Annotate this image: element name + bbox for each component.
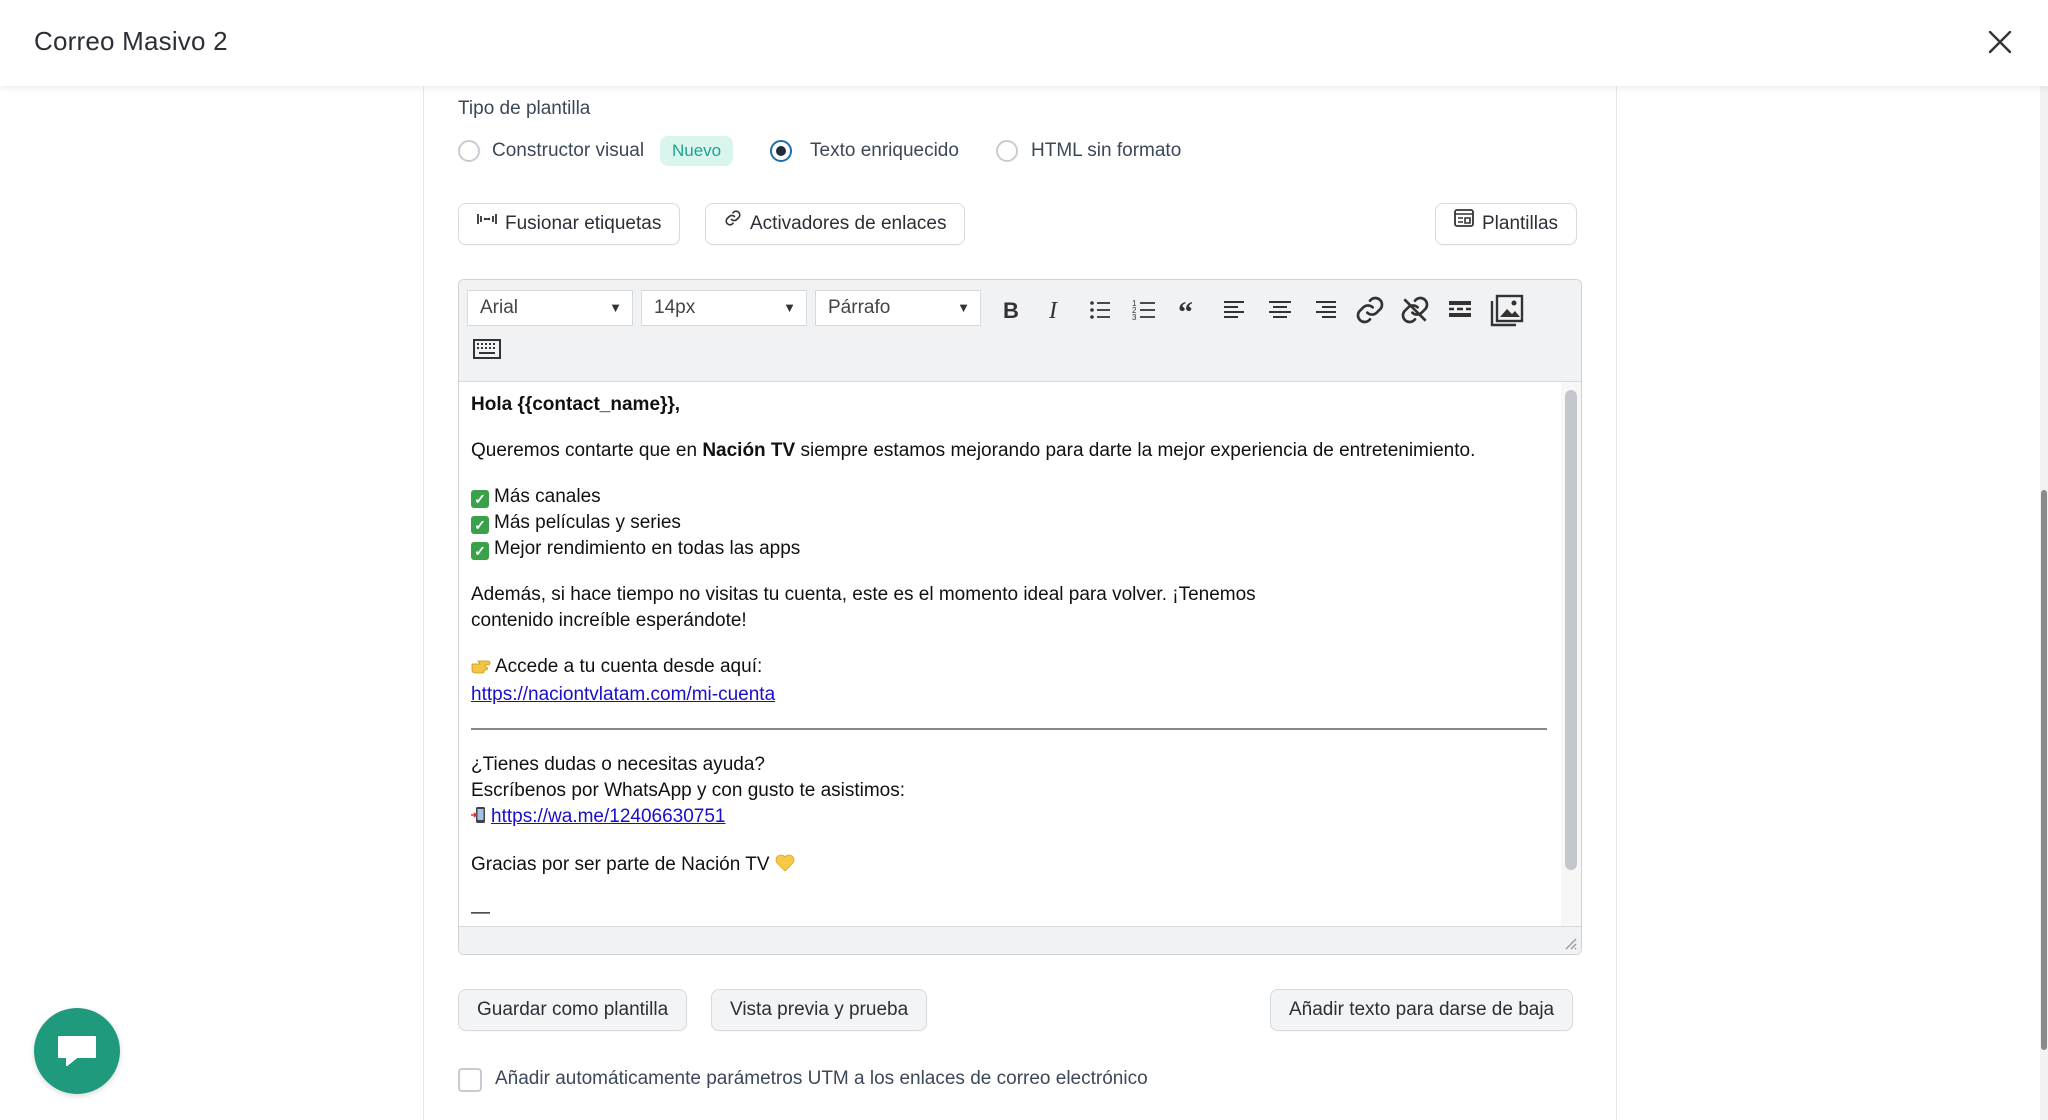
yellow-heart-icon [775, 854, 795, 880]
utm-label: Añadir automáticamente parámetros UTM a los enlaces de correo electrónico [495, 1068, 1148, 1089]
radio-rich-text-label[interactable]: Texto enriquecido [810, 140, 959, 161]
access-paragraph [471, 654, 1547, 708]
thanks-paragraph [471, 852, 1547, 880]
templates-label: Plantillas [1482, 213, 1559, 234]
svg-text:2: 2 [1132, 306, 1137, 315]
link-icon [724, 202, 742, 242]
modal-header [0, 0, 2048, 86]
block-format-select[interactable] [815, 290, 981, 326]
templates-icon [1454, 202, 1474, 242]
brand-name: Nación TV [702, 440, 796, 461]
insert-link-icon[interactable] [1354, 294, 1386, 326]
check-icon: ✓ [471, 516, 489, 534]
intro-text-end: siempre estamos mejorando para darte la mejor experiencia de entretenimiento. [795, 440, 1476, 461]
keyboard-icon[interactable] [473, 336, 505, 368]
unlink-icon[interactable] [1399, 294, 1431, 326]
font-size-select[interactable] [641, 290, 807, 326]
svg-text:I: I [1049, 298, 1057, 324]
merge-tags-label: Fusionar etiquetas [505, 213, 662, 234]
mobile-phone-icon [471, 806, 487, 832]
templates-button[interactable] [1435, 203, 1577, 245]
help-paragraph [471, 752, 1547, 832]
chat-launcher-button[interactable] [34, 1008, 120, 1094]
chevron-down-icon: ▼ [957, 300, 970, 315]
account-link[interactable]: https://naciontvlatam.com/mi-cuenta [471, 684, 776, 705]
close-icon[interactable] [1984, 26, 2016, 58]
reengage-paragraph: Además, si hace tiempo no visitas tu cuenta, este es el momento ideal para volver. ¡Tenemos contenido increíble esperándote! [471, 584, 1256, 631]
closing-dash: — [471, 902, 490, 923]
align-center-icon[interactable] [1264, 294, 1296, 326]
font-size-value: 14px [654, 297, 696, 318]
merge-tags-button[interactable] [458, 203, 680, 245]
radio-plain-html-label[interactable]: HTML sin formato [1031, 140, 1182, 161]
check-item: ✓ Más películas y series [471, 512, 681, 533]
intro-paragraph [471, 438, 1547, 464]
editor-content[interactable] [459, 382, 1559, 926]
bullet-list-icon[interactable] [1084, 294, 1116, 326]
radio-visual-builder[interactable] [458, 140, 480, 162]
pointing-hand-icon [471, 656, 491, 682]
utm-checkbox[interactable] [458, 1068, 482, 1092]
align-left-icon[interactable] [1219, 294, 1251, 326]
bullet-block [471, 484, 1547, 562]
divider [471, 728, 1547, 730]
intro-text: Queremos contarte que en [471, 440, 703, 461]
merge-tags-icon [477, 202, 497, 242]
link-triggers-label: Activadores de enlaces [750, 213, 947, 234]
radio-visual-builder-label[interactable]: Constructor visual [492, 140, 645, 161]
help-question: ¿Tienes dudas o necesitas ayuda? [471, 754, 765, 775]
resize-handle-icon[interactable] [1563, 936, 1577, 950]
font-family-select[interactable] [467, 290, 633, 326]
check-icon: ✓ [471, 542, 489, 560]
svg-text:3: 3 [1132, 313, 1137, 322]
add-unsubscribe-text-button[interactable]: Añadir texto para darse de baja [1270, 989, 1573, 1031]
svg-text:1: 1 [1132, 299, 1137, 308]
radio-rich-text[interactable] [770, 140, 792, 162]
horizontal-rule-icon[interactable] [1444, 294, 1476, 326]
access-text: Accede a tu cuenta desde aquí: [495, 656, 763, 677]
modal-title: Correo Masivo 2 [34, 26, 228, 56]
check-icon: ✓ [471, 490, 489, 508]
page-scrollbar-thumb[interactable] [2041, 490, 2047, 1050]
insert-image-icon[interactable] [1489, 292, 1525, 328]
thanks-text: Gracias por ser parte de Nación TV [471, 854, 770, 875]
link-triggers-button[interactable] [705, 203, 965, 245]
editor-scrollbar-thumb[interactable] [1565, 390, 1577, 870]
block-format-value: Párrafo [828, 297, 891, 318]
check-item: ✓ Mejor rendimiento en todas las apps [471, 538, 800, 559]
help-text: Escríbenos por WhatsApp y con gusto te asistimos: [471, 780, 906, 801]
new-badge: Nuevo [660, 136, 733, 166]
italic-icon[interactable] [1039, 294, 1071, 326]
bold-icon[interactable] [994, 294, 1026, 326]
preview-and-test-button[interactable]: Vista previa y prueba [711, 989, 927, 1031]
editor-toolbar [459, 280, 1581, 382]
align-right-icon[interactable] [1309, 294, 1341, 326]
check-item: ✓ Más canales [471, 486, 601, 507]
svg-text:“: “ [1178, 296, 1193, 326]
chevron-down-icon: ▼ [609, 300, 622, 315]
whatsapp-link[interactable]: https://wa.me/12406630751 [491, 806, 726, 827]
svg-text:B: B [1003, 298, 1019, 323]
editor-statusbar [459, 926, 1581, 954]
greeting-text: Hola {{contact_name}}, [471, 394, 681, 415]
font-family-value: Arial [480, 297, 519, 318]
chevron-down-icon: ▼ [783, 300, 796, 315]
template-type-label: Tipo de plantilla [458, 98, 591, 119]
radio-plain-html[interactable] [996, 140, 1018, 162]
blockquote-icon[interactable] [1174, 294, 1206, 326]
rich-text-editor [458, 279, 1582, 955]
save-as-template-button[interactable]: Guardar como plantilla [458, 989, 687, 1031]
numbered-list-icon[interactable] [1129, 294, 1161, 326]
chat-icon [55, 1031, 99, 1071]
